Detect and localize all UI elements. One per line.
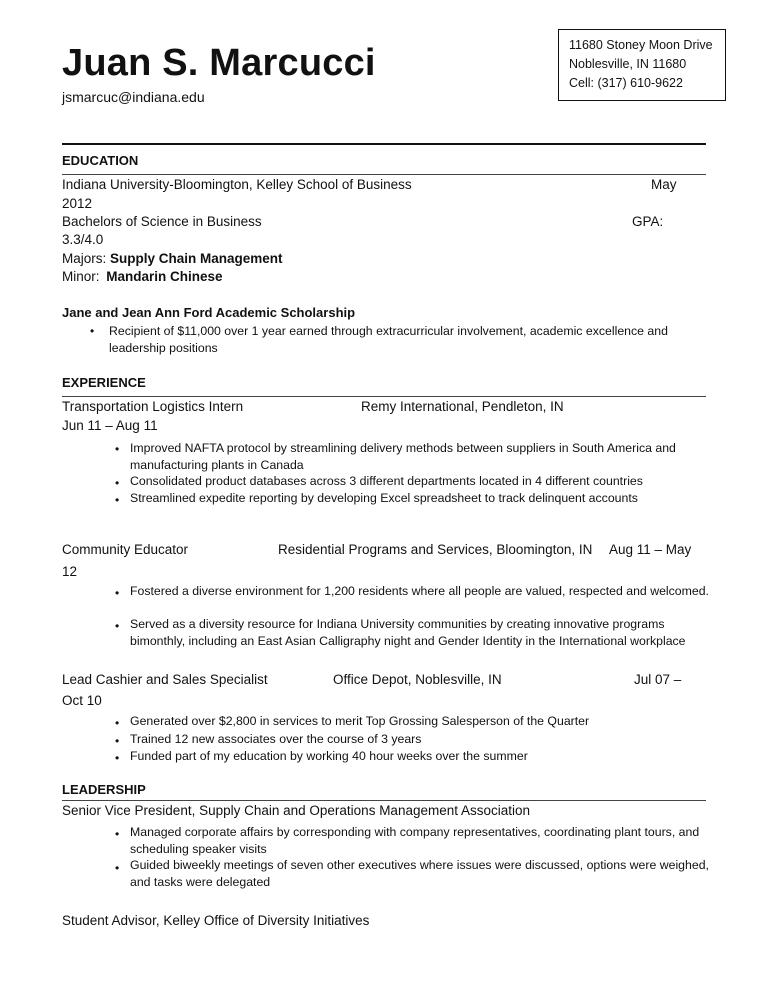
majors-value: Supply Chain Management <box>110 251 283 266</box>
education-date-month: May <box>651 177 677 192</box>
address-line-city: Noblesville, IN 11680 <box>569 57 687 71</box>
address-line-phone: Cell: (317) 610-9622 <box>569 76 683 90</box>
education-date-year: 2012 <box>62 196 93 211</box>
job1-bullet-2: Consolidated product databases across 3 different departments located in 4 different countries <box>130 474 643 488</box>
job1-bullet-3: Streamlined expedite reporting by developing Excel spreadsheet to track delinquent accounts <box>130 491 638 505</box>
education-school: Indiana University-Bloomington, Kelley School of Business <box>62 177 412 192</box>
job1-org: Remy International, Pendleton, IN <box>361 399 564 414</box>
job3-dates-start: Jul 07 – <box>634 672 682 687</box>
experience-rule <box>62 396 706 397</box>
bullet-icon: • <box>115 861 120 875</box>
header-divider <box>62 143 706 145</box>
education-degree: Bachelors of Science in Business <box>62 214 262 229</box>
job2-title: Community Educator <box>62 542 189 557</box>
education-gpa-value: 3.3/4.0 <box>62 232 104 247</box>
education-majors <box>62 251 283 266</box>
bullet-icon: • <box>115 476 120 490</box>
leadership-role-1: Senior Vice President, Supply Chain and Operations Management Association <box>62 803 531 818</box>
education-gpa-label: GPA: <box>632 214 664 229</box>
bullet-icon: • <box>115 734 120 748</box>
bullet-icon: • <box>90 324 95 338</box>
job3-bullet-3: Funded part of my education by working 40 hour weeks over the summer <box>130 749 528 763</box>
leadership-role-2: Student Advisor, Kelley Office of Diversity Initiatives <box>62 913 370 928</box>
job3-title: Lead Cashier and Sales Specialist <box>62 672 268 687</box>
bullet-icon: • <box>115 751 120 765</box>
minor-value: Mandarin Chinese <box>106 269 223 284</box>
education-rule <box>62 174 706 175</box>
job2-bullet-1: Fostered a diverse environment for 1,200 residents where all people are valued, respected and welcomed. <box>130 584 709 598</box>
majors-label: Majors: <box>62 251 107 266</box>
job2-dates-start: Aug 11 – May <box>609 542 692 557</box>
resume-name: Juan S. Marcucci <box>62 42 376 84</box>
bullet-icon: • <box>115 586 120 600</box>
bullet-icon: • <box>115 493 120 507</box>
experience-heading: EXPERIENCE <box>62 375 146 390</box>
address-line-street: 11680 Stoney Moon Drive <box>569 38 713 52</box>
scholarship-bullet: Recipient of $11,000 over 1 year earned through extracurricular involvement, academic excellence and leadership positions <box>109 324 668 355</box>
job2-dates-end: 12 <box>62 564 78 579</box>
job1-dates: Jun 11 – Aug 11 <box>62 418 158 433</box>
email-link[interactable]: jsmarcuc@indiana.edu <box>62 89 205 105</box>
job3-bullet-2: Trained 12 new associates over the course of 3 years <box>130 732 422 746</box>
leadership-bullet-2: Guided biweekly meetings of seven other executives where issues were discussed, options were weighed, and tasks were delegated <box>130 858 709 889</box>
bullet-icon: • <box>115 619 120 633</box>
job1-title: Transportation Logistics Intern <box>62 399 244 414</box>
scholarship-title: Jane and Jean Ann Ford Academic Scholarship <box>62 305 356 320</box>
leadership-heading: LEADERSHIP <box>62 782 146 797</box>
education-minor <box>62 269 223 284</box>
job3-dates-end: Oct 10 <box>62 693 102 708</box>
job2-bullet-2: Served as a diversity resource for Indiana University communities by creating innovative programs bimonthly, including an East Asian Calligraphy night and Gender Identity in the International workplace <box>130 617 686 648</box>
job3-org: Office Depot, Noblesville, IN <box>333 672 502 687</box>
job1-bullet-1: Improved NAFTA protocol by streamlining delivery methods between suppliers in South America and manufacturing plants in Canada <box>130 441 676 472</box>
education-heading: EDUCATION <box>62 153 139 168</box>
bullet-icon: • <box>115 442 120 456</box>
minor-label: Minor: <box>62 269 100 284</box>
address-box <box>558 29 726 101</box>
job3-bullet-1: Generated over $2,800 in services to merit Top Grossing Salesperson of the Quarter <box>130 714 590 728</box>
leadership-rule <box>62 800 706 801</box>
bullet-icon: • <box>115 716 120 730</box>
bullet-icon: • <box>115 827 120 841</box>
job2-org: Residential Programs and Services, Bloomington, IN <box>278 542 593 557</box>
leadership-bullet-1: Managed corporate affairs by corresponding with company representatives, coordinating plant tours, and scheduling speaker visits <box>130 825 700 856</box>
